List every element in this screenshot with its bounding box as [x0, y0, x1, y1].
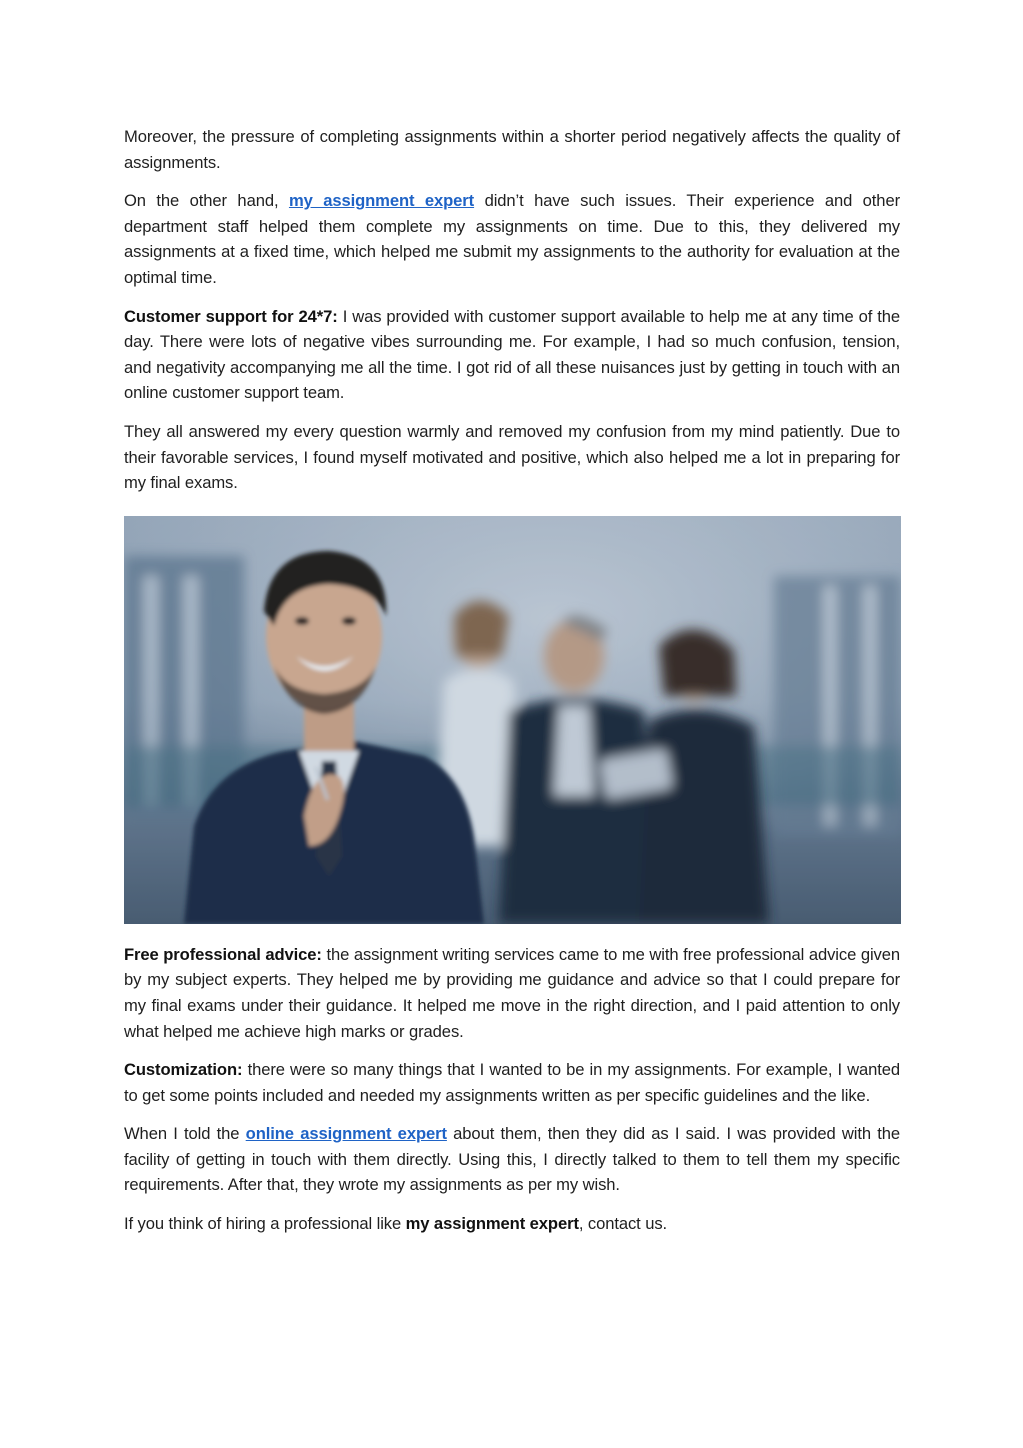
customization-heading: Customization:: [124, 1060, 243, 1080]
paragraph-text: the assignment writing services came to me with free professional advice given by my subject experts. They helped me by providing me guidance and advice so that I could prepare for my final exams under their guidance. It helped me move in the right direction, and I paid attention to only what helped me achieve high marks or grades.: [124, 944, 900, 1041]
paragraph-text: When I told the: [124, 1124, 246, 1144]
paragraph-text: I was provided with customer support available to help me at any time of the day. There were lots of negative vibes surrounding me. For example, I had so much confusion, tension, and negativity accompanying me all the time. I got rid of all these nuisances just by getting in touch with an online customer support team.: [124, 306, 900, 403]
paragraph-told-expert: [124, 1121, 900, 1198]
my-assignment-expert-link[interactable]: my assignment expert: [288, 191, 475, 211]
paragraph-customer-support: [124, 304, 900, 406]
paragraph-text: about them, then they did as I said. I was provided with the facility of getting in touch with them directly. Using this, I directly talked to them to tell them my specific requirements. After that, they wrote my assignments as per my wish.: [124, 1124, 901, 1195]
paragraph-customization: [124, 1057, 900, 1108]
paragraph-other-hand: [124, 188, 900, 290]
paragraph-text: , contact us.: [578, 1214, 668, 1234]
paragraph-free-advice: [124, 942, 900, 1044]
online-assignment-expert-link[interactable]: online assignment expert: [245, 1124, 447, 1144]
photo-illustration: [124, 516, 901, 924]
paragraph-answered: [124, 419, 900, 496]
paragraph-contact: [124, 1211, 900, 1237]
customer-support-heading: Customer support for 24*7:: [124, 306, 338, 326]
paragraph-text: They all answered my every question warmly and removed my confusion from my mind patiently. Due to their favorable services, I found myself motivated and positive, which also helped me a lot in preparing for my final exams.: [124, 421, 900, 493]
my-assignment-expert-bold: my assignment expert: [405, 1214, 579, 1234]
paragraph-text: didn’t have such issues. Their experience and other department staff helped them complete my assignments on time. Due to this, they delivered my assignments at a fixed time, which helped me submit my assignments to the authority for evaluation at the optimal time.: [124, 191, 900, 287]
free-advice-heading: Free professional advice:: [124, 944, 322, 964]
paragraph-text: If you think of hiring a professional like: [124, 1214, 406, 1234]
paragraph-pressure: [124, 124, 900, 175]
paragraph-text: On the other hand,: [124, 191, 289, 211]
paragraph-text: there were so many things that I wanted to be in my assignments. For example, I wanted to get some points included and needed my assignments written as per specific guidelines and the like.: [124, 1060, 900, 1105]
business-team-photo: [124, 516, 901, 924]
paragraph-text: Moreover, the pressure of completing assignments within a shorter period negatively affects the quality of assignments.: [124, 127, 900, 172]
document-body: [124, 124, 900, 1250]
